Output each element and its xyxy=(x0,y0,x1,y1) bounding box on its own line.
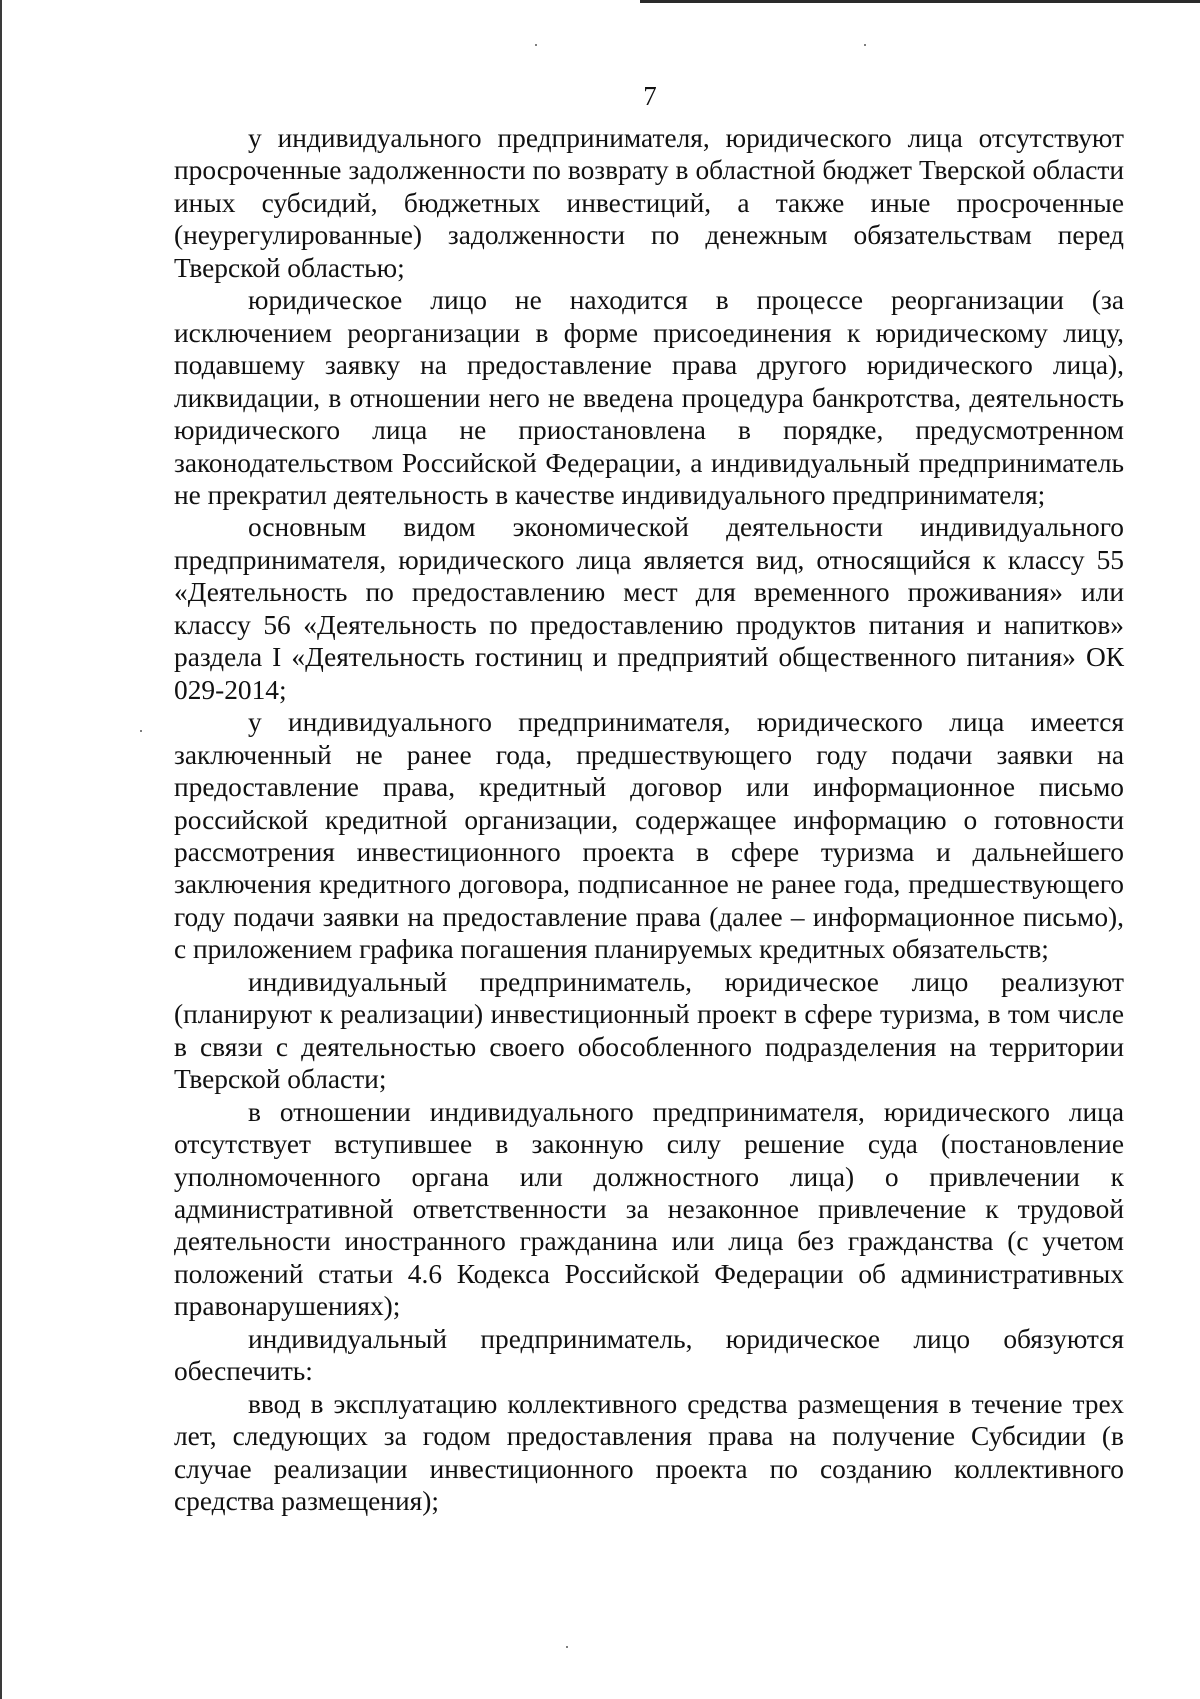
paragraph: у индивидуального предпринимателя, юридического лица имеется заключенный не ранее года, предшествующего году подачи заявки на предоставление права, кредитный договор или информационное письмо российской кредитной организации, содержащее информацию о готовности рассмотрения инвестиционного проекта в сфере туризма и дальнейшего заключения кредитного договора, подписанное не ранее года, предшествующего году подачи заявки на предоставление права (далее – информационное письмо), с приложением графика погашения планируемых кредитных обязательств; xyxy=(174,707,1124,965)
paragraph: юридическое лицо не находится в процессе реорганизации (за исключением реорганизации в форме присоединения к юридическому лицу, подавшему заявку на предоставление права другого юридического лица), ликвидации, в отношении него не введена процедура банкротства, деятельность юридического лица не приостановлена в порядке, предусмотренном законодательством Российской Федерации, а индивидуальный предприниматель не прекратил деятельность в качестве индивидуального предпринимателя; xyxy=(174,285,1124,510)
paragraph: индивидуальный предприниматель, юридическое лицо реализуют (планируют к реализации) инвестиционный проект в сфере туризма, в том числе в связи с деятельностью своего обособленного подразделения на территории Тверской области; xyxy=(174,966,1124,1095)
paragraph: у индивидуального предпринимателя, юридического лица отсутствуют просроченные задолженности по возврату в областной бюджет Тверской области иных субсидий, бюджетных инвестиций, а также иные просроченные (неурегулированные) задолженности по денежным обязательствам перед Тверской областью; xyxy=(174,123,1124,283)
scan-edge-left xyxy=(0,0,2,1699)
scan-speck xyxy=(535,44,537,46)
scan-edge-top xyxy=(640,0,1200,3)
paragraph: ввод в эксплуатацию коллективного средства размещения в течение трех лет, следующих за годом предоставления права на получение Субсидии (в случае реализации инвестиционного проекта по созданию коллективного средства размещения); xyxy=(174,1388,1124,1517)
paragraph: основным видом экономической деятельности индивидуального предпринимателя, юридического лица является вид, относящийся к классу 55 «Деятельность по предоставлению мест для временного проживания» или классу 56 «Деятельность по предоставлению продуктов питания и напитков» раздела I «Деятельность гостиниц и предприятий общественного питания» ОК 029-2014; xyxy=(174,512,1124,705)
scan-speck xyxy=(140,730,142,732)
paragraph: индивидуальный предприниматель, юридическое лицо обязуются обеспечить: xyxy=(174,1323,1124,1387)
paragraph: в отношении индивидуального предпринимателя, юридического лица отсутствует вступившее в законную силу решение суда (постановление уполномоченного органа или должностного лица) о привлечении к административной ответственности за незаконное привлечение к трудовой деятельности иностранного гражданина или лица без гражданства (с учетом положений статьи 4.6 Кодекса Российской Федерации об административных правонарушениях); xyxy=(174,1096,1124,1322)
scan-speck xyxy=(864,44,866,46)
scan-speck xyxy=(566,1646,568,1648)
document-body xyxy=(174,122,1124,1517)
page-number: 7 xyxy=(643,81,657,111)
